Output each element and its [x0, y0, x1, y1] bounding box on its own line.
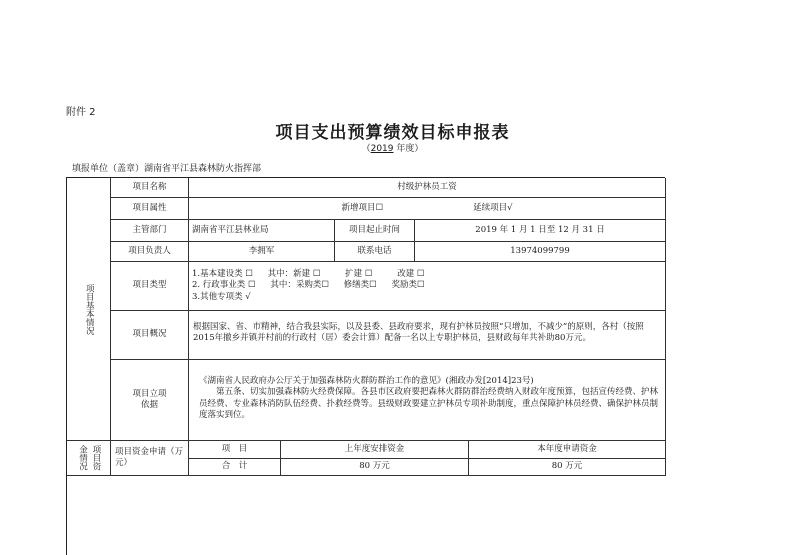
funds-total-this-year: 80 万元 [469, 459, 666, 476]
type-line-1 [192, 269, 425, 280]
label-basis-line1: 项目立项 [132, 388, 167, 399]
type-basic-new: 其中：新建 ☐ [267, 268, 321, 279]
label-department: 主管部门 [111, 220, 189, 242]
year-open: （ [361, 144, 371, 154]
label-overview: 项目概况 [111, 311, 189, 360]
section-funds-left: 金情况 [77, 445, 88, 471]
type-basic-expand: 扩建 ☐ [345, 268, 373, 279]
label-project-attribute: 项目属性 [111, 198, 189, 220]
reporting-unit: 填报单位（盖章）湖南省平江县森林防火指挥部 [72, 164, 262, 174]
attr-new-option: 新增项目☐ [341, 202, 384, 213]
value-basis [189, 360, 666, 441]
funds-col-item: 项 目 [189, 441, 281, 459]
label-basis-line2: 依据 [140, 400, 158, 410]
type-basic: 1.基本建设类 ☐ [192, 268, 253, 279]
section-funds [67, 441, 111, 476]
type-line-3: 3.其他专项类 √ [192, 291, 251, 302]
form-table [66, 177, 665, 555]
type-admin: 2. 行政事业类 ☐ [192, 280, 256, 291]
attr-continue-option: 延续项目√ [473, 202, 513, 213]
value-period: 2019 年 1 月 1 日至 12 月 31 日 [415, 220, 666, 242]
value-project-name: 村级护林员工资 [189, 178, 666, 198]
value-owner: 李拥军 [189, 242, 335, 262]
type-basic-rebuild: 改建 ☐ [397, 268, 425, 279]
year-close: 年度） [393, 144, 424, 154]
type-admin-repair: 修缮类☐ [343, 280, 377, 291]
label-phone: 联系电话 [335, 242, 415, 262]
year-value: 2019 [370, 144, 394, 154]
label-basis [111, 360, 189, 441]
value-overview: 根据国家、省、市精神，结合我县实际，以及县委、县政府要求，现有护林员按照“只增加，不减少”的原则，各村（按照2015年撤乡并镇并村前的行政村（居）委会计算）配备一名以上专职护林员，县财政每年共补助80万元。 [189, 311, 666, 360]
funds-total-label: 合 计 [189, 459, 281, 476]
label-owner: 项目负责人 [111, 242, 189, 262]
year-line [0, 141, 785, 154]
value-department: 湖南省平江县林业局 [189, 220, 335, 242]
label-project-type: 项目类型 [111, 262, 189, 311]
label-funds: 项目资金申请（万元） [111, 441, 189, 476]
form-title: 项目支出预算绩效目标申报表 [275, 123, 510, 143]
funds-total-last-year: 80 万元 [281, 459, 469, 476]
section-funds-right: 项目资 [90, 445, 101, 471]
type-line-2 [192, 280, 425, 291]
funds-col-this-year: 本年度申请资金 [469, 441, 666, 459]
funds-col-last-year: 上年度安排资金 [281, 441, 469, 459]
value-project-attribute [189, 198, 666, 220]
type-admin-purchase: 其中：采购类☐ [270, 280, 329, 291]
section-basic-info: 项目基本情况 [67, 178, 111, 441]
value-phone: 13974099799 [415, 242, 666, 262]
value-project-type [189, 262, 666, 311]
type-admin-reward: 奖励类☐ [391, 280, 425, 291]
basis-document: 《湖南省人民政府办公厅关于加强森林防火群防群治工作的意见》(湘政办发[2014]23号) [199, 376, 534, 386]
basis-clause: 第五条、切实加强森林防火经费保障。各县市区政府要把森林火群防群治经费纳入财政年度预算，包括宣传经费、护林员经费、专业森林消防队伍经费、扑救经费等。县级财政要建立护林员专项补助制度，重点保障护林员经费、确保护林员制度落实到位。 [199, 387, 659, 421]
label-period: 项目起止时间 [335, 220, 415, 242]
attachment-label: 附件 2 [66, 107, 96, 118]
label-project-name: 项目名称 [111, 178, 189, 198]
